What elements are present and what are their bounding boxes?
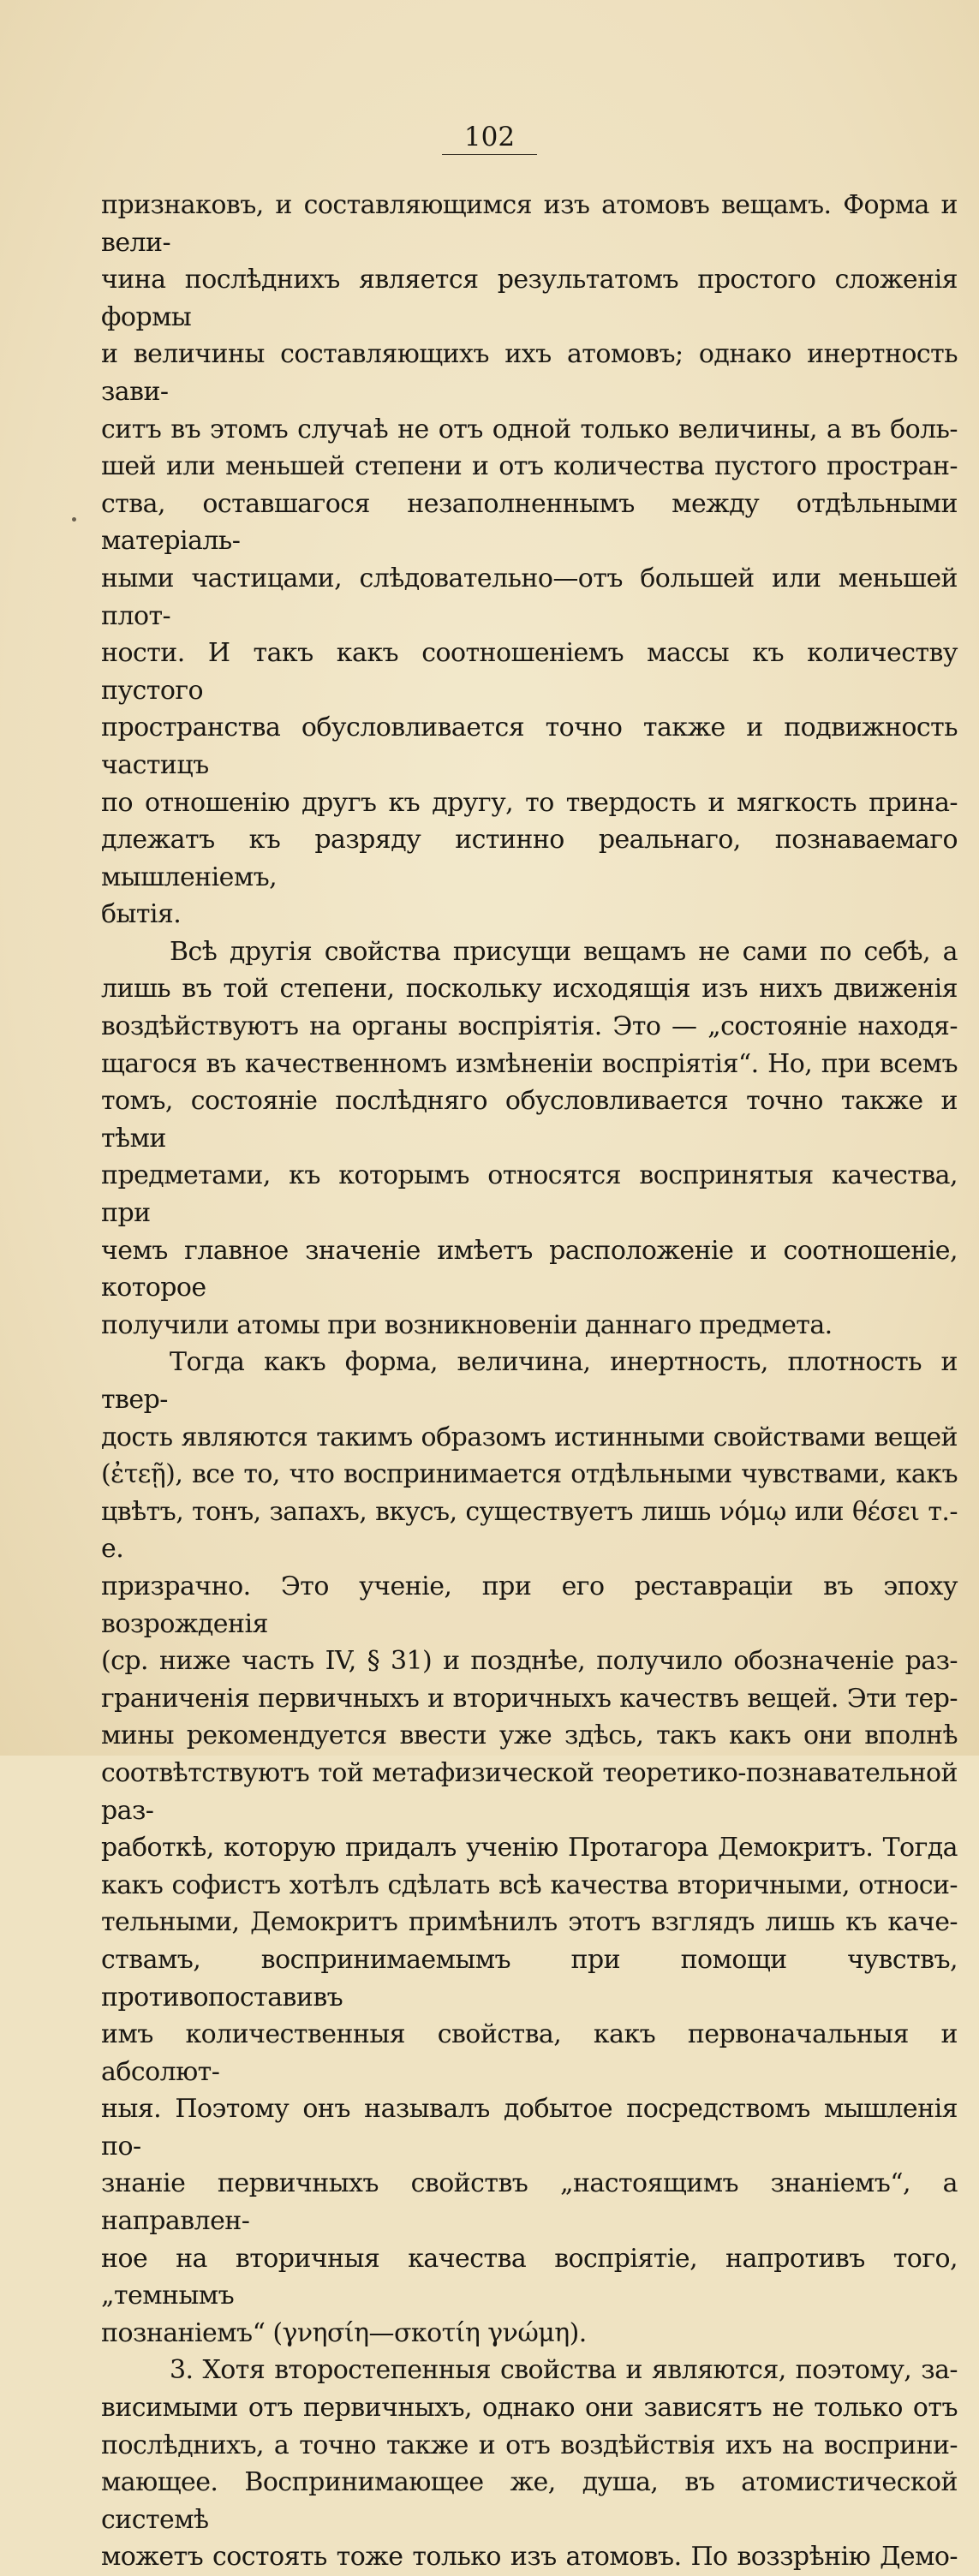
text-line: щагося въ качественномъ измѣненіи воспріятія“. Но, при всемъ: [101, 1048, 958, 1079]
text-line: ства, оставшагося незаполненнымъ между отдѣльными матеріаль-: [101, 488, 958, 557]
text-line: ное на вторичныя качества воспріятіе, напротивъ того, „темнымъ: [101, 2243, 958, 2311]
text-line: ситъ въ этомъ случаѣ не отъ одной только величины, а въ боль-: [101, 414, 958, 444]
text-line: 3. Хотя второстепенныя свойства и являются, поэтому, за-: [170, 2355, 958, 2386]
text-line: чина послѣднихъ является результатомъ простого сложенія формы: [101, 265, 958, 332]
text-line: признаковъ, и составляющимся изъ атомовъ вещамъ. Форма и вели-: [101, 190, 958, 258]
text-line: предметами, къ которымъ относятся воспринятыя качества, при: [101, 1160, 958, 1229]
text-line: ными частицами, слѣдовательно—отъ большей или меньшей плот-: [101, 563, 958, 631]
text-line: мины рекомендуется ввести уже здѣсь, такъ какъ они вполнѣ: [101, 1720, 958, 1751]
text-line: имъ количественныя свойства, какъ первоначальныя и абсолют-: [101, 2019, 958, 2087]
text-line: тельными, Демокритъ примѣнилъ этотъ взглядъ лишь къ каче-: [101, 1907, 958, 1938]
text-line: можетъ состоять тоже только изъ атомовъ. По воззрѣнію Демо-: [101, 2542, 958, 2573]
text-line: шей или меньшей степени и отъ количества пустого простран-: [101, 451, 958, 482]
text-line: Тогда какъ форма, величина, инертность, плотность и твер-: [101, 1347, 958, 1415]
text-line: получили атомы при возникновеніи даннаго предмета.: [101, 1309, 833, 1340]
text-line: (ср. ниже часть IV, § 31) и позднѣе, получило обозначеніе раз-: [101, 1646, 958, 1677]
text-line: послѣднихъ, а точно также и отъ воздѣйствія ихъ на восприни-: [101, 2430, 958, 2460]
text-line: лишь въ той степени, поскольку исходящія изъ нихъ движенія: [101, 974, 958, 1005]
text-line: соотвѣтствуютъ той метафизической теоретико-познавательной раз-: [101, 1757, 958, 1826]
text-line: по отношенію другъ къ другу, то твердость и мягкость прина-: [101, 787, 958, 818]
text-line: ности. И такъ какъ соотношеніемъ массы къ количеству пустого: [101, 638, 958, 706]
text-line: Всѣ другія свойства присущи вещамъ не сами по себѣ, а: [170, 936, 958, 967]
text-line: какъ софистъ хотѣлъ сдѣлать всѣ качества вторичными, относи-: [101, 1869, 958, 1900]
text-line: призрачно. Это ученіе, при его реставраціи въ эпоху возрожденія: [101, 1571, 958, 1639]
text-line: мающее. Воспринимающее же, душа, въ атомистической системѣ: [101, 2467, 958, 2535]
text-line: и величины составляющихъ ихъ атомовъ; однако инертность зави-: [101, 339, 958, 407]
page-number: 102: [0, 122, 979, 155]
text-line: работкѣ, которую придалъ ученію Протагора Демокритъ. Тогда: [101, 1833, 958, 1863]
text-line: дость являются такимъ образомъ истинными свойствами вещей: [101, 1422, 958, 1452]
text-line: чемъ главное значеніе имѣетъ расположеніе и соотношеніе, которое: [101, 1235, 958, 1303]
text-line: бытія.: [101, 899, 182, 930]
text-line: познаніемъ“ (γνησίη—σκοτίη γνώμη).: [101, 2317, 587, 2348]
text-line: ствамъ, воспринимаемымъ при помощи чувствъ, противопоставивъ: [101, 1944, 958, 2012]
text-line: знаніе первичныхъ свойствъ „настоящимъ знаніемъ“, а направлен-: [101, 2168, 958, 2237]
text-line: томъ, состояніе послѣдняго обусловливается точно также и тѣми: [101, 1086, 958, 1154]
text-line: граниченія первичныхъ и вторичныхъ качествъ вещей. Эти тер-: [101, 1683, 958, 1714]
text-line: цвѣтъ, тонъ, запахъ, вкусъ, существуетъ лишь νόμῳ или θέσει т.-е.: [101, 1496, 958, 1565]
text-line: (ἐτεῇ), все то, что воспринимается отдѣльными чувствами, какъ: [101, 1459, 958, 1490]
text-line: висимыми отъ первичныхъ, однако они зависятъ не только отъ: [101, 2393, 958, 2424]
margin-dot: [72, 517, 76, 522]
text-line: ныя. Поэтому онъ называлъ добытое посредствомъ мышленія по-: [101, 2094, 958, 2162]
text-line: длежатъ къ разряду истинно реальнаго, познаваемаго мышленіемъ,: [101, 825, 958, 892]
body-text: [101, 187, 958, 2576]
text-line: пространства обусловливается точно также и подвижность частицъ: [101, 713, 958, 780]
text-line: воздѣйствуютъ на органы воспріятія. Это — „состояніе находя-: [101, 1011, 958, 1042]
